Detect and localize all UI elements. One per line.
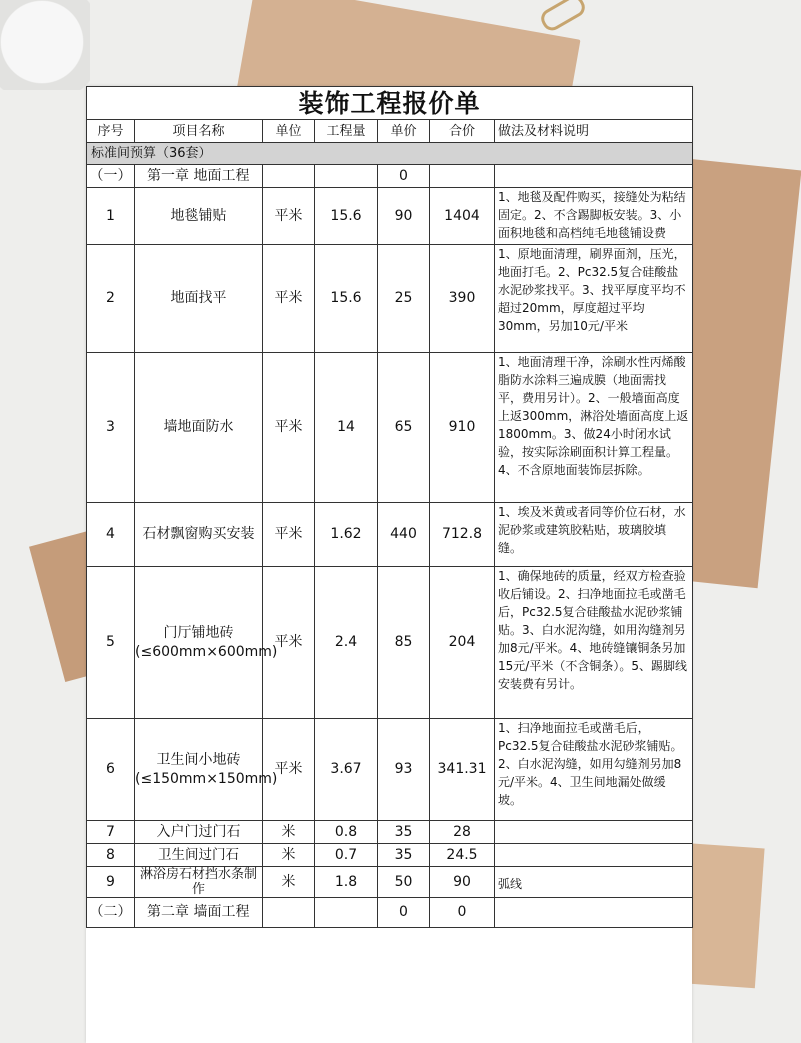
cell-unit <box>263 898 315 928</box>
cell-item: 卫生间小地砖(≤150mm×150mm) <box>135 719 263 821</box>
table-row <box>87 567 693 719</box>
header-qty: 工程量 <box>315 120 378 143</box>
cell-qty: 3.67 <box>315 719 378 821</box>
cell-note <box>495 821 693 844</box>
header-item: 项目名称 <box>135 120 263 143</box>
cell-price: 35 <box>378 844 430 867</box>
header-seq: 序号 <box>87 120 135 143</box>
cell-seq: （二） <box>87 898 135 928</box>
cell-unit: 平米 <box>263 245 315 353</box>
cell-price: 65 <box>378 353 430 503</box>
cell-price: 85 <box>378 567 430 719</box>
cell-seq: 2 <box>87 245 135 353</box>
table-row <box>87 165 693 188</box>
cell-unit: 米 <box>263 867 315 898</box>
cell-note: 1、确保地砖的质量，经双方检查验收后铺设。2、扫净地面拉毛或凿毛后，Pc32.5复合硅酸盐水泥砂浆铺贴。3、白水泥沟缝，如用沟缝剂另加8元/平米。4、地砖缝镶铜条另加15元/平米（不含铜条）。5、踢脚线安装费有另计。 <box>495 567 693 719</box>
cell-total: 90 <box>430 867 495 898</box>
cell-item: 入户门过门石 <box>135 821 263 844</box>
cell-total: 390 <box>430 245 495 353</box>
cell-qty: 1.62 <box>315 503 378 567</box>
cell-total: 0 <box>430 898 495 928</box>
cell-qty: 15.6 <box>315 245 378 353</box>
cell-qty: 0.7 <box>315 844 378 867</box>
cell-seq: 8 <box>87 844 135 867</box>
cell-note: 1、埃及米黄或者同等价位石材，水泥砂浆或建筑胶粘贴，玻璃胶填缝。 <box>495 503 693 567</box>
header-note: 做法及材料说明 <box>495 120 693 143</box>
cell-total: 341.31 <box>430 719 495 821</box>
cell-unit: 平米 <box>263 353 315 503</box>
table-row <box>87 188 693 245</box>
table-header-row <box>87 120 693 143</box>
section-label: 标准间预算（36套） <box>87 143 693 165</box>
cell-note <box>495 898 693 928</box>
cell-qty: 15.6 <box>315 188 378 245</box>
cell-qty <box>315 165 378 188</box>
table-row <box>87 719 693 821</box>
table-row <box>87 844 693 867</box>
cell-price: 0 <box>378 165 430 188</box>
cell-item: 地面找平 <box>135 245 263 353</box>
cell-total: 712.8 <box>430 503 495 567</box>
page-title: 装饰工程报价单 <box>87 87 693 120</box>
cell-unit: 平米 <box>263 188 315 245</box>
cell-item: 第一章 地面工程 <box>135 165 263 188</box>
background-plant <box>0 0 90 90</box>
header-unit: 单位 <box>263 120 315 143</box>
cell-seq: 5 <box>87 567 135 719</box>
cell-note: 1、地面清理干净，涂刷水性丙烯酸脂防水涂料三遍成膜（地面需找平，费用另计）。2、一般墙面高度上返300mm，淋浴处墙面高度上返1800mm。3、做24小时闭水试验，按实际涂刷面积计算工程量。4、不含原地面装饰层拆除。 <box>495 353 693 503</box>
cell-price: 440 <box>378 503 430 567</box>
quotation-table <box>86 86 693 928</box>
cell-price: 35 <box>378 821 430 844</box>
cell-seq: 4 <box>87 503 135 567</box>
cell-price: 50 <box>378 867 430 898</box>
cell-unit: 平米 <box>263 503 315 567</box>
cell-price: 25 <box>378 245 430 353</box>
cell-total: 910 <box>430 353 495 503</box>
table-row <box>87 353 693 503</box>
table-row <box>87 245 693 353</box>
cell-total: 24.5 <box>430 844 495 867</box>
cell-qty: 0.8 <box>315 821 378 844</box>
cell-note: 1、扫净地面拉毛或凿毛后，Pc32.5复合硅酸盐水泥砂浆铺贴。2、白水泥沟缝，如用勾缝剂另加8元/平米。4、卫生间地漏处做缓坡。 <box>495 719 693 821</box>
cell-total: 1404 <box>430 188 495 245</box>
cell-seq: 1 <box>87 188 135 245</box>
cell-item: 第二章 墙面工程 <box>135 898 263 928</box>
quotation-sheet <box>86 86 692 1043</box>
cell-item: 地毯铺贴 <box>135 188 263 245</box>
cell-item: 淋浴房石材挡水条制作 <box>135 867 263 898</box>
cell-item: 门厅铺地砖(≤600mm×600mm) <box>135 567 263 719</box>
cell-total <box>430 165 495 188</box>
cell-seq: 9 <box>87 867 135 898</box>
cell-item: 石材飘窗购买安装 <box>135 503 263 567</box>
header-price: 单价 <box>378 120 430 143</box>
cell-unit: 米 <box>263 844 315 867</box>
cell-qty <box>315 898 378 928</box>
cell-item: 卫生间过门石 <box>135 844 263 867</box>
cell-seq: （一） <box>87 165 135 188</box>
cell-qty: 14 <box>315 353 378 503</box>
cell-qty: 2.4 <box>315 567 378 719</box>
cell-unit: 平米 <box>263 567 315 719</box>
table-row <box>87 898 693 928</box>
cell-price: 90 <box>378 188 430 245</box>
cell-note <box>495 844 693 867</box>
cell-unit: 平米 <box>263 719 315 821</box>
table-row <box>87 503 693 567</box>
cell-seq: 3 <box>87 353 135 503</box>
cell-seq: 6 <box>87 719 135 821</box>
cell-item: 墙地面防水 <box>135 353 263 503</box>
cell-qty: 1.8 <box>315 867 378 898</box>
cell-note: 1、地毯及配件购买，接缝处为粘结固定。2、不含踢脚板安装。3、小面积地毯和高档纯毛地毯铺设费 <box>495 188 693 245</box>
paper-clip <box>538 0 589 34</box>
cell-unit <box>263 165 315 188</box>
cell-note: 1、原地面清理，刷界面剂，压光，地面打毛。2、Pc32.5复合硅酸盐水泥砂浆找平。3、找平厚度平均不超过20mm，厚度超过平均30mm，另加10元/平米 <box>495 245 693 353</box>
header-total: 合价 <box>430 120 495 143</box>
table-row <box>87 821 693 844</box>
cell-unit: 米 <box>263 821 315 844</box>
cell-total: 204 <box>430 567 495 719</box>
section-row <box>87 143 693 165</box>
table-row <box>87 867 693 898</box>
cell-seq: 7 <box>87 821 135 844</box>
cell-note: 弧线 <box>495 867 693 898</box>
cell-total: 28 <box>430 821 495 844</box>
cell-note <box>495 165 693 188</box>
cell-price: 0 <box>378 898 430 928</box>
cell-price: 93 <box>378 719 430 821</box>
